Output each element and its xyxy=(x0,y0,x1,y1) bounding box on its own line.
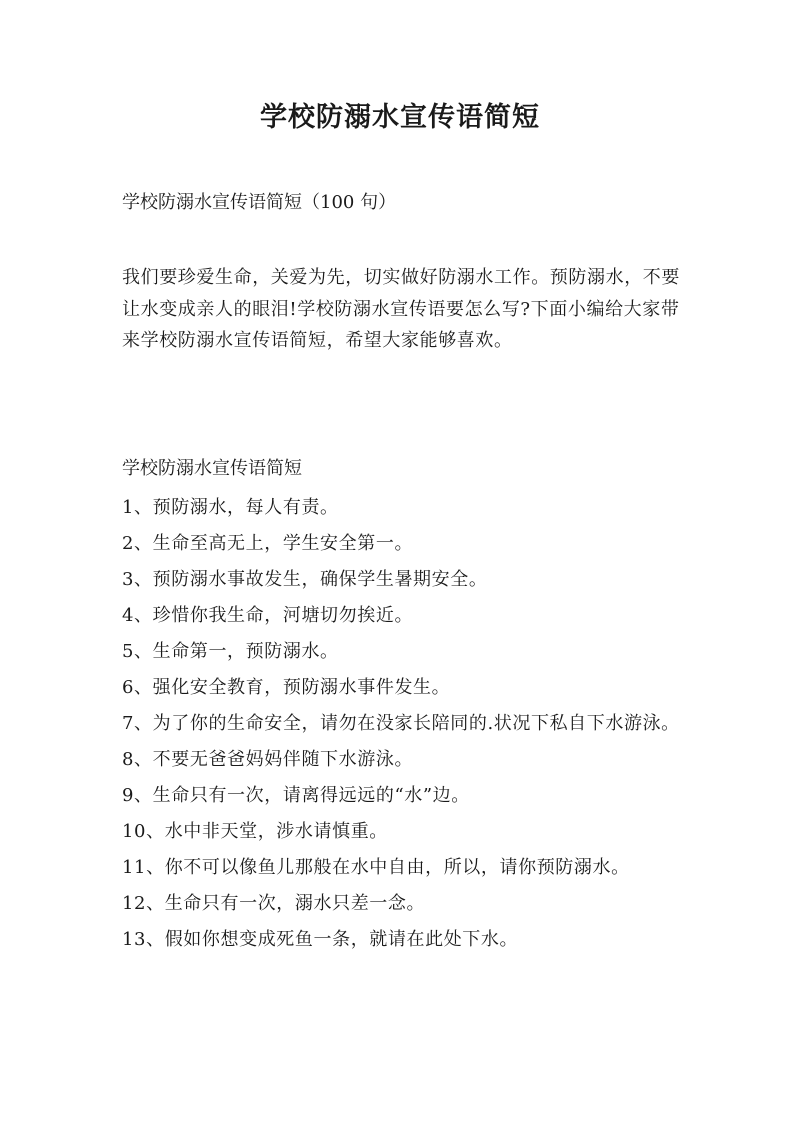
slogan-item: 2、生命至高无上，学生安全第一。 xyxy=(122,533,414,554)
slogan-item: 10、水中非天堂，涉水请慎重。 xyxy=(122,821,388,842)
slogan-item: 1、预防溺水，每人有责。 xyxy=(122,497,339,518)
document-subtitle: 学校防溺水宣传语简短（100 句） xyxy=(122,192,397,213)
document-title: 学校防溺水宣传语简短 xyxy=(260,102,540,133)
slogan-item: 5、生命第一，预防溺水。 xyxy=(122,641,339,662)
slogan-item: 3、预防溺水事故发生，确保学生暑期安全。 xyxy=(122,569,488,590)
section-heading: 学校防溺水宣传语简短 xyxy=(122,458,302,479)
slogan-item: 13、假如你想变成死鱼一条，就请在此处下水。 xyxy=(122,929,519,950)
slogan-item: 7、为了你的生命安全，请勿在没家长陪同的.状况下私自下水游泳。 xyxy=(122,713,680,734)
slogan-item: 12、生命只有一次，溺水只差一念。 xyxy=(122,893,426,914)
slogan-item: 4、珍惜你我生命，河塘切勿挨近。 xyxy=(122,605,414,626)
slogan-list xyxy=(122,490,692,958)
slogan-section xyxy=(122,454,692,958)
slogan-item: 8、不要无爸爸妈妈伴随下水游泳。 xyxy=(122,749,414,770)
intro-paragraph: 我们要珍爱生命，关爱为先，切实做好防溺水工作。预防溺水，不要让水变成亲人的眼泪!学校防溺水宣传语要怎么写?下面小编给大家带来学校防溺水宣传语简短，希望大家能够喜欢。 xyxy=(122,267,680,351)
slogan-item: 9、生命只有一次，请离得远远的“水”边。 xyxy=(122,785,470,806)
slogan-item: 11、你不可以像鱼儿那般在水中自由，所以，请你预防溺水。 xyxy=(122,857,630,878)
slogan-item: 6、强化安全教育，预防溺水事件发生。 xyxy=(122,677,451,698)
